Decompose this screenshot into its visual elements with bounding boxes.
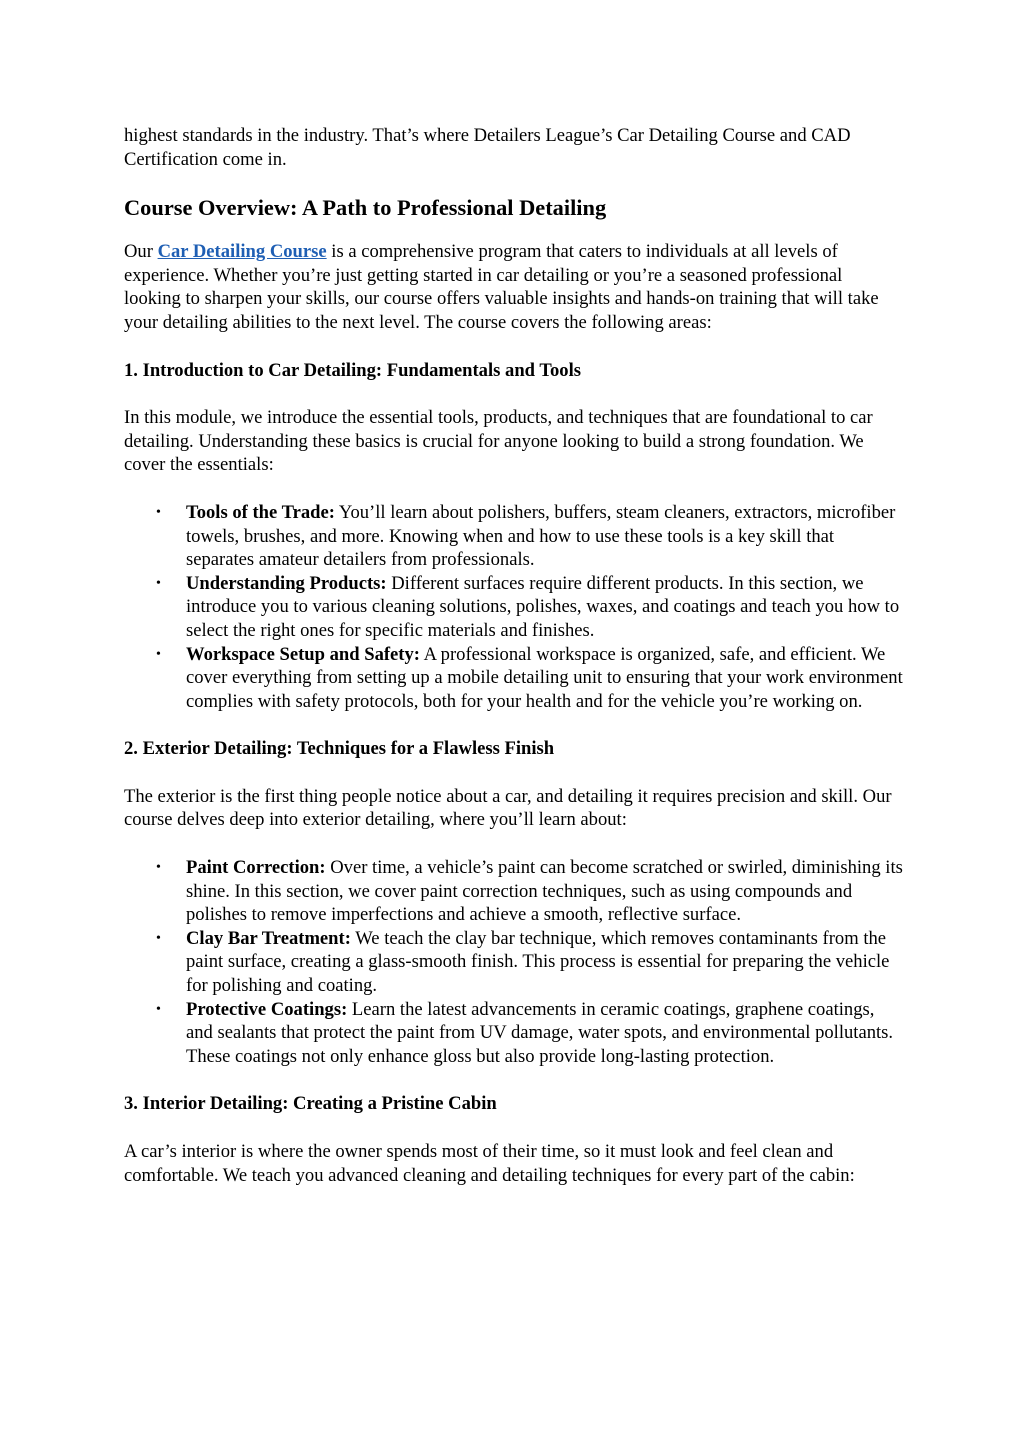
list-item-text: A professional workspace is organized, safe, and efficient. We cover everything from setting up a mobile detailing unit to ensuring that your work environment complies with safety protocols, both for your health and for the vehicle you’re working on. — [186, 643, 903, 712]
bullet-icon: • — [156, 646, 161, 662]
list-item-text: Over time, a vehicle’s paint can become scratched or swirled, diminishing its shine. In this section, we cover paint correction techniques, such as using compounds and polishes to remove imperfections and achieve a smooth, reflective surface. — [186, 857, 903, 926]
list-item-text: Learn the latest advancements in ceramic coatings, graphene coatings, and sealants that protect the paint from UV damage, water spots, and environmental pollutants. These coatings not only enhance gloss but also provide long-lasting protection. — [186, 998, 894, 1067]
list-item-term: Understanding Products: — [186, 572, 387, 594]
bullet-icon: • — [156, 1001, 161, 1017]
list-item — [124, 643, 903, 714]
intro-paragraph: highest standards in the industry. That’s where Detailers League’s Car Detailing Course and CAD Certification come in. — [124, 125, 851, 170]
section1-paragraph: In this module, we introduce the essential tools, products, and techniques that are foundational to car detailing. Understanding these basics is crucial for anyone looking to build a strong foundation. We cover the essentials: — [124, 407, 873, 476]
list-item — [124, 998, 903, 1069]
list-item-text: We teach the clay bar technique, which removes contaminants from the paint surface, creating a glass-smooth finish. This process is essential for preparing the vehicle for polishing and coating. — [186, 927, 890, 997]
list-item — [124, 501, 903, 572]
section2-paragraph: The exterior is the first thing people notice about a car, and detailing it requires precision and skill. Our course delves deep into exterior detailing, where you’ll learn about: — [124, 785, 892, 831]
bullet-icon: • — [156, 575, 161, 591]
section3-paragraph: A car’s interior is where the owner spends most of their time, so it must look and feel clean and comfortable. We teach you advanced cleaning and detailing techniques for every part of the cabin: — [124, 1141, 855, 1186]
bullet-icon: • — [156, 504, 161, 520]
section3-heading: 3. Interior Detailing: Creating a Pristine Cabin — [124, 1093, 497, 1115]
bullet-icon: • — [156, 860, 161, 876]
car-detailing-course-link[interactable]: Car Detailing Course — [157, 241, 327, 263]
list-item-term: Clay Bar Treatment: — [186, 927, 351, 949]
list-item-term: Protective Coatings: — [186, 998, 348, 1020]
list-item-text: You’ll learn about polishers, buffers, steam cleaners, extractors, microfiber towels, brushes, and more. Knowing when and how to use these tools is a key skill that separates amateur detailers from professionals. — [186, 501, 896, 571]
list-item — [124, 856, 903, 927]
list-item — [124, 572, 903, 643]
overview-paragraph — [124, 240, 903, 334]
section2-heading: 2. Exterior Detailing: Techniques for a Flawless Finish — [124, 738, 555, 760]
section1-heading: 1. Introduction to Car Detailing: Fundamentals and Tools — [124, 359, 582, 381]
overview-suffix: is a comprehensive program that caters to individuals at all levels of experience. Whether you’re just getting started in car detailing or you’re a seasoned professional looking to sharpen your skills, our course offers valuable insights and hands-on training that will take your detailing abilities to the next level. The course covers the following areas: — [124, 241, 879, 333]
overview-heading: Course Overview: A Path to Professional Detailing — [124, 195, 607, 221]
list-item-text: Different surfaces require different products. In this section, we introduce you to various cleaning solutions, polishes, waxes, and coatings and teach you how to select the right ones for specific materials and finishes. — [186, 572, 900, 641]
overview-prefix: Our — [124, 241, 158, 263]
list-item-term: Paint Correction: — [186, 857, 326, 879]
section2-list — [124, 856, 903, 1068]
list-item-term: Tools of the Trade: — [186, 501, 335, 523]
list-item — [124, 927, 903, 998]
list-item-term: Workspace Setup and Safety: — [186, 643, 420, 665]
section1-list — [124, 501, 903, 713]
bullet-icon: • — [156, 930, 161, 946]
